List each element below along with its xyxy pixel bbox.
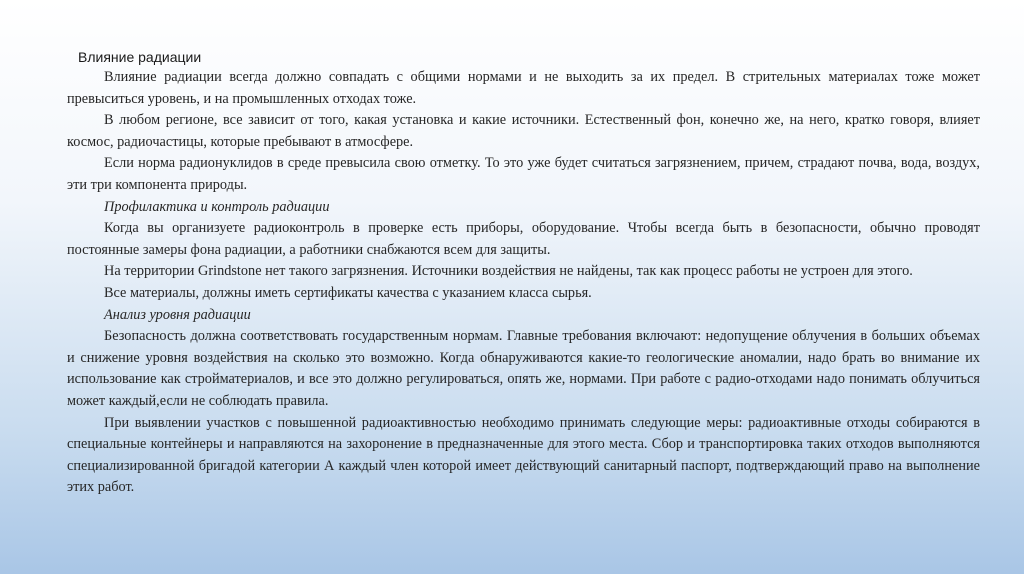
subheading-analysis: Анализ уровня радиации bbox=[104, 306, 251, 323]
paragraph-8: При выявлении участков с повышенной радиоактивностью необходимо принимать следующие меры: радиоактивные отходы собираются в специальные контейнеры и направляются на захоронение в предназначенные для этого места. Сбор и транспортировка таких отходов выполняются специализированной бригадой категории А каждый член которой имеет действующий санитарный паспорт, подтверждающий право на выполнение этих работ. bbox=[67, 414, 980, 496]
paragraph-4: Когда вы организуете радиоконтроль в проверке есть приборы, оборудование. Чтобы всегда быть в безопасности, обычно проводят постоянные замеры фона радиации, а работники снабжаются всем для защиты. bbox=[67, 220, 980, 258]
paragraph-3: Если норма радионуклидов в среде превысила свою отметку. То это уже будет считаться загрязнением, причем, страдают почва, вода, воздух, эти три компонента природы. bbox=[67, 155, 980, 193]
slide-body bbox=[67, 67, 980, 499]
paragraph-6: Все материалы, должны иметь сертификаты качества с указанием класса сырья. bbox=[104, 284, 592, 301]
subheading-prevention: Профилактика и контроль радиации bbox=[104, 198, 330, 215]
paragraph-1: Влияние радиации всегда должно совпадать с общими нормами и не выходить за их предел. В стрительных материалах тоже может превыситься уровень, и на промышленных отходах тоже. bbox=[67, 69, 980, 107]
slide-title: Влияние радиации bbox=[78, 49, 202, 65]
paragraph-7: Безопасность должна соответствовать государственным нормам. Главные требования включают: недопущение облучения в больших объемах и снижение уровня воздействия на сколько это возможно. Когда обнаруживаются какие-то геологические аномалии, надо брать во внимание их использование как стройматериалов, и все это должно регулироваться, опять же, нормами. При работе с радио-отходами надо понимать облучиться может каждый,если не соблюдать правила. bbox=[67, 328, 980, 409]
paragraph-2: В любом регионе, все зависит от того, какая установка и какие источники. Естественный фон, конечно же, на него, кратко говоря, влияет космос, радиочастицы, которые пребывают в атмосфере. bbox=[67, 112, 980, 150]
paragraph-5: На территории Grindstone нет такого загрязнения. Источники воздействия не найдены, так как процесс работы не устроен для этого. bbox=[104, 263, 913, 280]
